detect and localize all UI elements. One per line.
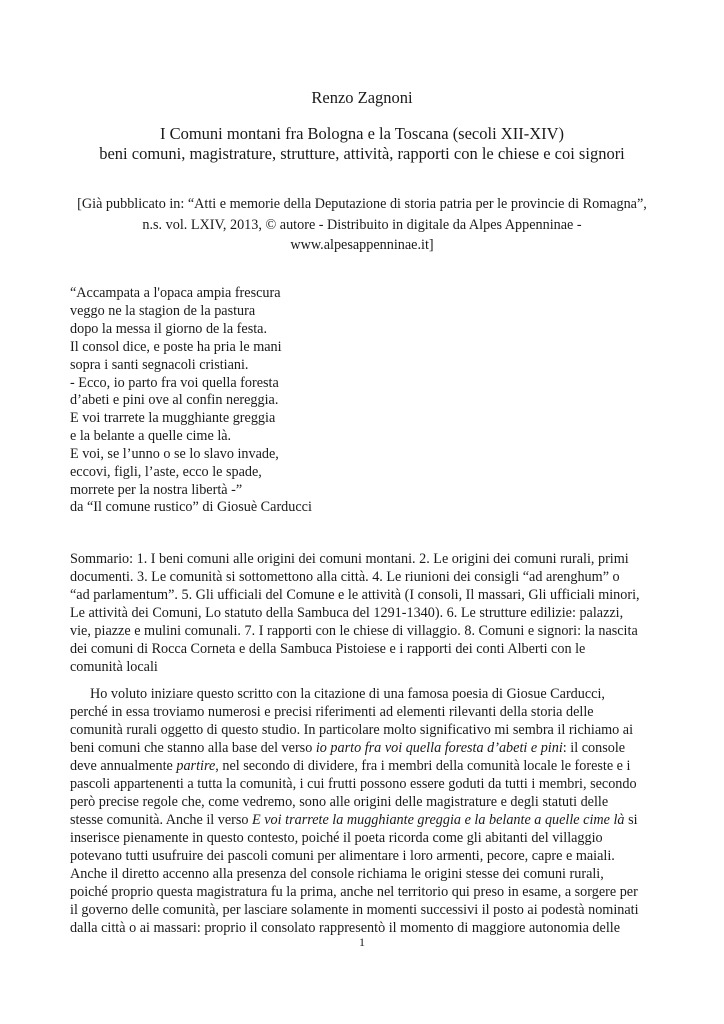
summary-paragraph <box>70 550 660 676</box>
page-number: 1 <box>359 935 365 949</box>
body-line: perché in essa troviamo numerosi e precisi riferimenti ad elementi rilevanti della storia delle <box>70 704 594 720</box>
poem-line: sopra i santi segnacoli cristiani. <box>70 356 249 373</box>
poem-line: veggo ne la stagion de la pastura <box>70 302 256 319</box>
body-paragraph <box>70 685 660 937</box>
poem-line: Il consol dice, e poste ha pria le mani <box>70 338 282 355</box>
publication-note-line: n.s. vol. LXIV, 2013, © autore - Distribuito in digitale da Alpes Appenninae - <box>142 216 582 233</box>
paper-title <box>40 124 684 164</box>
summary-line: Le attività dei Comuni, Lo statuto della Sambuca del 1291-1340). 6. Le strutture edilizie: palazzi, <box>70 605 624 621</box>
quoted-verse: E voi trarrete la mugghiante greggia e la belante a quelle cime là <box>252 812 625 828</box>
poem-line: e la belante a quelle cime là. <box>70 428 232 445</box>
body-line: dalla città o ai massari: proprio il consolato rappresentò il momento di maggiore autonomia delle <box>70 920 621 936</box>
poem-line: E voi trarrete la mugghiante greggia <box>70 410 276 427</box>
author-name: Renzo Zagnoni <box>311 88 413 107</box>
body-line: pascoli appartenenti a tutta la comunità, i cui frutti possono essere goduti da tutti i membri, secondo <box>70 776 637 792</box>
summary-line: comunità locali <box>70 659 158 675</box>
title-line-1: I Comuni montani fra Bologna e la Toscana (secoli XII-XIV) <box>159 124 565 143</box>
body-line: però precise regole che, come vedremo, sono alle origini delle magistrature e degli statuti delle <box>70 794 609 810</box>
poem-line: “Accampata a l'opaca ampia frescura <box>70 285 281 301</box>
body-text: stesse comunità. Anche il verso <box>70 812 253 828</box>
poem-line: E voi, se l’unno o se lo slavo invade, <box>70 446 279 463</box>
poem-line: morrete per la nostra libertà -” <box>70 481 243 498</box>
body-line <box>70 757 660 775</box>
summary-line: documenti. 3. Le comunità si sottomettono alla città. 4. Le riunioni dei consigli “ad arenghum” o <box>70 569 620 585</box>
title-line-2: beni comuni, magistrature, strutture, attività, rapporti con le chiese e coi signori <box>99 144 625 163</box>
summary-line: Sommario: 1. I beni comuni alle origini dei comuni montani. 2. Le origini dei comuni rurali, primi <box>70 551 629 567</box>
body-text: deve annualmente <box>70 758 177 774</box>
poem-line: eccovi, figli, l’aste, ecco le spade, <box>70 464 262 481</box>
body-text: : il console <box>562 740 626 756</box>
publication-note-line: www.alpesappenninae.it] <box>290 237 434 253</box>
poem-epigraph <box>70 285 470 500</box>
body-text: beni comuni che stanno alla base del verso <box>70 740 316 756</box>
body-line: il governo delle comunità, per lasciare solamente in momenti successivi il posto ai podestà nominati <box>70 902 639 918</box>
poem-source: da “Il comune rustico” di Giosuè Carducci <box>70 499 312 515</box>
body-line: comunità rurali oggetto di questo studio. In particolare molto significativo mi sembra il richiamo ai <box>70 722 634 738</box>
body-text: , nel secondo di dividere, fra i membri della comunità locale le foreste e i <box>215 758 631 774</box>
summary-line: “ad parlamentum”. 5. Gli ufficiali del Comune e le attività (I consoli, Il massari, Gli ufficiali minori, <box>70 587 640 603</box>
publication-note-line: [Già pubblicato in: “Atti e memorie della Deputazione di storia patria per le provincie di Romagna”, <box>77 196 647 212</box>
body-line: potevano tutti usufruire dei pascoli comuni per alimentare i loro armenti, pecore, capre e maiali. <box>70 848 615 864</box>
body-line: Anche il diretto accenno alla presenza del console richiama le origini stesse dei comuni rurali, <box>70 866 604 882</box>
body-line <box>70 811 660 829</box>
poem-line: d’abeti e pini ove al confin nereggia. <box>70 392 279 409</box>
body-line: Ho voluto iniziare questo scritto con la citazione di una famosa poesia di Giosue Carducci, <box>90 686 605 702</box>
body-line <box>70 739 660 757</box>
quoted-verse: io parto fra voi quella foresta d’abeti e pini <box>315 740 563 756</box>
summary-line: vie, piazze e mulini comunali. 7. I rapporti con le chiese di villaggio. 8. Comuni e signori: la nascita <box>70 623 638 639</box>
summary-line: dei comuni di Rocca Corneta e della Sambuca Pistoiese e i rapporti dei conti Alberti con le <box>70 641 586 657</box>
body-line: inserisce pienamente in questo contesto, poiché il poeta ricorda come gli abitanti del villaggio <box>70 830 603 846</box>
body-line: poiché proprio questa magistratura fu la prima, anche nel territorio qui preso in esame, a sorgere per <box>70 884 638 900</box>
poem-line: dopo la messa il giorno de la festa. <box>70 320 267 337</box>
body-text: si <box>624 812 638 828</box>
publication-note <box>60 194 664 256</box>
poem-line: - Ecco, io parto fra voi quella foresta <box>70 374 279 391</box>
quoted-word: partire <box>176 758 216 774</box>
